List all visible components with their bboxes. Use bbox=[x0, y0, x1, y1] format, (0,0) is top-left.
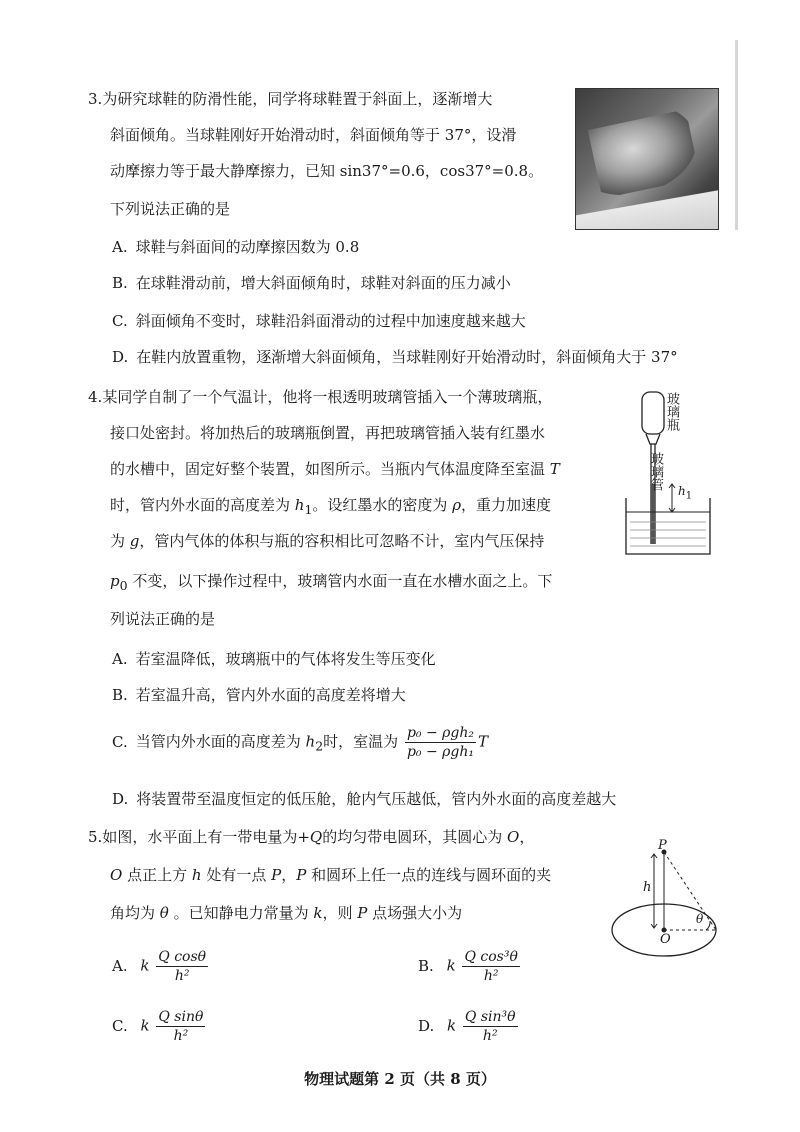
q5-option-d-fraction: $\frac{\text{Q sin³θ}}{\text{h²}}$ bbox=[464, 1009, 516, 1044]
water-in-tube bbox=[651, 484, 655, 544]
tank-water-hatch bbox=[630, 522, 706, 546]
q5-option-a: A. k $\frac{\text{Q cosθ}}{\text{h²}}$ bbox=[112, 949, 207, 984]
slope-image bbox=[576, 189, 718, 229]
q5-number: 5. bbox=[88, 828, 103, 846]
q5-line-1: 5.如图，水平面上有一带电量为+Q的均匀带电圆环，其圆心为 O， bbox=[88, 828, 535, 846]
q5-line-2: O 点正上方 h 处有一点 P，P 和圆环上任一点的连线与圆环面的夹 bbox=[110, 866, 552, 884]
bottle-neck bbox=[646, 434, 660, 444]
label-glass-tube: 玻璃管 bbox=[648, 452, 663, 491]
q4-option-d: D. 将装置带至温度恒定的低压舱，舱内气压越低，管内外水面的高度差越大 bbox=[112, 790, 617, 808]
label-glass-bottle: 玻璃瓶 bbox=[664, 392, 679, 431]
q3-option-c: C. 斜面倾角不变时，球鞋沿斜面滑动的过程中加速度越来越大 bbox=[112, 312, 526, 330]
q3-option-d: D. 在鞋内放置重物，逐渐增大斜面倾角，当球鞋刚好开始滑动时，斜面倾角大于 37° bbox=[112, 348, 678, 366]
q4-line-6: $p_0$ 不变，以下操作过程中，玻璃管内水面一直在水槽水面之上。下 bbox=[110, 572, 553, 593]
q4-line-1: 4.某同学自制了一个气温计，他将一根透明玻璃管插入一个薄玻璃瓶， bbox=[88, 388, 553, 406]
bottle-body bbox=[642, 392, 664, 434]
shoe-image bbox=[588, 109, 700, 198]
q4-line-5: 为 g，管内气体的体积与瓶的容积相比可忽略不计，室内气压保持 bbox=[110, 532, 545, 550]
q3-option-b: B. 在球鞋滑动前，增大斜面倾角时，球鞋对斜面的压力减小 bbox=[112, 274, 511, 292]
shoe-on-slope-photo bbox=[575, 88, 719, 230]
q4-line-7: 列说法正确的是 bbox=[110, 610, 216, 628]
q3-number: 3. bbox=[88, 90, 103, 108]
q3-line-4: 下列说法正确的是 bbox=[110, 200, 231, 218]
q4-line-4: 时，管内外水面的高度差为 $h_1$。设红墨水的密度为 ρ，重力加速度 bbox=[110, 496, 552, 517]
label-p: P bbox=[658, 838, 667, 853]
q4-option-a: A. 若室温降低，玻璃瓶中的气体将发生等压变化 bbox=[112, 650, 436, 668]
theta-arc bbox=[706, 921, 710, 930]
page-edge-shadow bbox=[735, 40, 738, 230]
q3-option-a: A. 球鞋与斜面间的动摩擦因数为 0.8 bbox=[112, 238, 360, 256]
q5-option-d: D. k $\frac{\text{Q sin³θ}}{\text{h²}}$ bbox=[418, 1009, 516, 1044]
q5-option-b: B. k $\frac{\text{Q cos³θ}}{\text{h²}}$ bbox=[418, 949, 518, 984]
q5-option-b-fraction: $\frac{\text{Q cos³θ}}{\text{h²}}$ bbox=[464, 949, 518, 984]
page-footer: 物理试题第 2 页（共 8 页） bbox=[304, 1070, 496, 1088]
q5-option-c: C. k $\frac{\text{Q sinθ}}{\text{h²}}$ bbox=[112, 1009, 204, 1044]
water-tank bbox=[626, 498, 710, 554]
label-o: O bbox=[660, 932, 671, 947]
q4-option-c: C. 当管内外水面的高度差为 $h_2$时，室温为 $\frac{\text{p₀ − ρgh₂}}{\text{p₀ − ρgh₁}}$ T bbox=[112, 725, 488, 760]
p-to-ring-line bbox=[664, 852, 716, 930]
charged-ring-diagram bbox=[606, 838, 736, 962]
q5-option-a-fraction: $\frac{\text{Q cosθ}}{\text{h²}}$ bbox=[158, 949, 207, 984]
label-h1: $h_1$ bbox=[678, 484, 693, 502]
q4-line-3: 的水槽中，固定好整个装置，如图所示。当瓶内气体温度降至室温 T bbox=[110, 460, 560, 478]
q5-option-c-fraction: $\frac{\text{Q sinθ}}{\text{h²}}$ bbox=[158, 1009, 204, 1044]
q5-line-3: 角均为 θ 。已知静电力常量为 k，则 P 点场强大小为 bbox=[110, 904, 463, 922]
q4-option-b: B. 若室温升高，管内外水面的高度差将增大 bbox=[112, 686, 406, 704]
label-h: h bbox=[643, 880, 652, 895]
label-theta: θ bbox=[696, 912, 704, 926]
q3-line-1: 3.为研究球鞋的防滑性能，同学将球鞋置于斜面上，逐渐增大 bbox=[88, 90, 493, 108]
q3-line-2: 斜面倾角。当球鞋刚好开始滑动时，斜面倾角等于 37°，设滑 bbox=[110, 126, 517, 144]
q4-option-c-fraction: $\frac{\text{p₀ − ρgh₂}}{\text{p₀ − ρgh₁}}$ bbox=[406, 725, 474, 760]
q3-line-3: 动摩擦力等于最大静摩擦力，已知 sin37°=0.6，cos37°=0.8。 bbox=[110, 162, 544, 180]
q4-line-2: 接口处密封。将加热后的玻璃瓶倒置，再把玻璃管插入装有红墨水 bbox=[110, 424, 546, 442]
q4-number: 4. bbox=[88, 388, 103, 406]
